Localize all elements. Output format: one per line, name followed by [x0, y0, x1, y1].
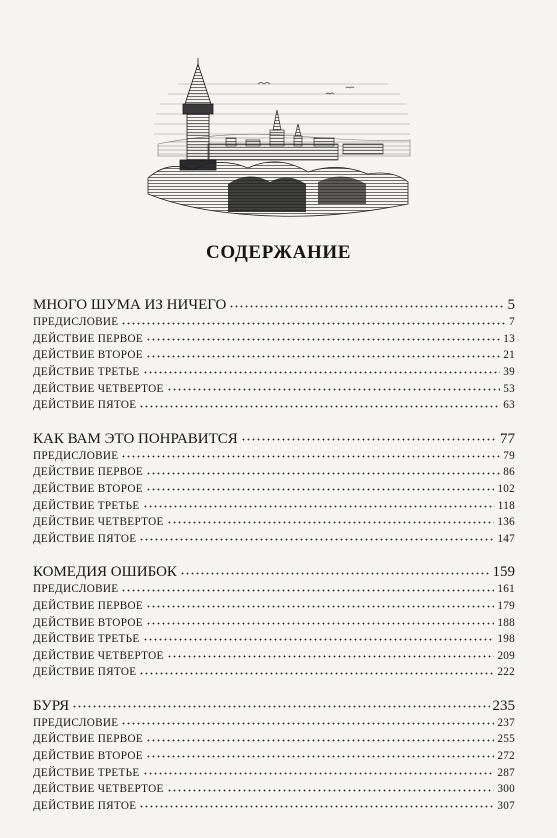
page-number: 255 — [497, 733, 515, 746]
dot-leader — [139, 799, 494, 810]
page-number: 13 — [503, 332, 515, 345]
toc-subentry-label: ДЕЙСТВИЕ ВТОРОЕ — [33, 482, 143, 495]
toc-subentry[interactable] — [33, 614, 515, 631]
toc-subentry-label: ДЕЙСТВИЕ ВТОРОЕ — [33, 616, 143, 629]
dot-leader — [146, 332, 500, 343]
dot-leader — [180, 562, 490, 577]
toc-play-entry[interactable] — [33, 561, 515, 581]
page-number: 7 — [509, 316, 515, 329]
dot-leader — [146, 615, 494, 626]
toc-play-entry[interactable] — [33, 695, 515, 715]
toc-subentry-label: ДЕЙСТВИЕ ТРЕТЬЕ — [33, 633, 140, 646]
dot-leader — [121, 716, 494, 727]
toc-play-entry-label: КОМЕДИЯ ОШИБОК — [33, 564, 177, 581]
page-title: СОДЕРЖАНИЕ — [206, 242, 351, 263]
toc-play-entry[interactable] — [33, 428, 515, 448]
dot-leader — [121, 315, 506, 326]
page-number: 102 — [497, 482, 515, 495]
toc-subentry-label: ДЕЙСТВИЕ ВТОРОЕ — [33, 750, 143, 763]
dot-leader — [143, 765, 495, 776]
toc-subentry-label: ПРЕДИСЛОВИЕ — [33, 316, 119, 329]
page-number: 198 — [497, 633, 515, 646]
dot-leader — [167, 381, 501, 392]
dot-leader — [143, 498, 495, 509]
dot-leader — [146, 482, 494, 493]
page-number: 272 — [497, 750, 515, 763]
toc-subentry[interactable] — [33, 715, 515, 732]
page-number: 222 — [497, 666, 515, 679]
toc-subentry[interactable] — [33, 781, 515, 798]
dot-leader — [167, 649, 495, 660]
toc-section — [33, 695, 515, 815]
engraving-town-vignette — [138, 44, 414, 218]
toc-subentry[interactable] — [33, 481, 515, 498]
toc-play-entry-label: МНОГО ШУМА ИЗ НИЧЕГО — [33, 297, 227, 313]
page-number: 39 — [503, 365, 515, 378]
toc-play-entry-label: БУРЯ — [33, 697, 70, 714]
toc-subentry-label: ДЕЙСТВИЕ ПЯТОЕ — [33, 399, 137, 412]
toc-subentry-label: ПРЕДИСЛОВИЕ — [33, 716, 119, 729]
toc-subentry[interactable] — [33, 648, 515, 665]
toc-subentry[interactable] — [33, 748, 515, 765]
toc-subentry-label: ДЕЙСТВИЕ ТРЕТЬЕ — [33, 766, 140, 779]
page-number: 307 — [497, 799, 515, 812]
toc-subentry-label: ДЕЙСТВИЕ ПЕРВОЕ — [33, 599, 144, 612]
page-number: 209 — [497, 649, 515, 662]
dot-leader — [143, 632, 495, 643]
toc-play-entry-label: КАК ВАМ ЭТО ПОНРАВИТСЯ — [33, 430, 238, 447]
toc-subentry-label: ДЕЙСТВИЕ ПЯТОЕ — [33, 532, 137, 545]
toc-play-entry[interactable] — [33, 294, 515, 314]
dot-leader — [146, 599, 494, 610]
dot-leader — [121, 449, 500, 460]
toc-subentry-label: ДЕЙСТВИЕ ЧЕТВЕРТОЕ — [33, 649, 164, 662]
page-number: 147 — [497, 532, 515, 545]
dot-leader — [139, 665, 494, 676]
page-number: 63 — [503, 399, 515, 412]
table-of-contents — [33, 294, 515, 828]
toc-subentry[interactable] — [33, 464, 515, 481]
page-number: 161 — [497, 583, 515, 596]
toc-subentry-label: ДЕЙСТВИЕ ПЕРВОЕ — [33, 466, 144, 479]
toc-subentry-label: ДЕЙСТВИЕ ЧЕТВЕРТОЕ — [33, 783, 164, 796]
dot-leader — [167, 782, 495, 793]
toc-subentry[interactable] — [33, 731, 515, 748]
toc-subentry-label: ПРЕДИСЛОВИЕ — [33, 583, 119, 596]
toc-subentry[interactable] — [33, 581, 515, 598]
toc-subentry[interactable] — [33, 531, 515, 548]
dot-leader — [146, 348, 500, 359]
toc-section — [33, 561, 515, 681]
toc-section — [33, 294, 515, 414]
toc-subentry-label: ДЕЙСТВИЕ ТРЕТЬЕ — [33, 365, 140, 378]
page-number: 86 — [503, 466, 515, 479]
dot-leader — [241, 429, 497, 444]
toc-subentry[interactable] — [33, 448, 515, 465]
toc-subentry-label: ДЕЙСТВИЕ ПЕРВОЕ — [33, 332, 144, 345]
toc-subentry-label: ДЕЙСТВИЕ ЧЕТВЕРТОЕ — [33, 382, 164, 395]
page-number: 237 — [497, 716, 515, 729]
toc-subentry[interactable] — [33, 598, 515, 615]
dot-leader — [146, 749, 494, 760]
dot-leader — [229, 295, 504, 310]
toc-section — [33, 428, 515, 548]
toc-subentry-label: ДЕЙСТВИЕ ТРЕТЬЕ — [33, 499, 140, 512]
page-number: 79 — [503, 449, 515, 462]
toc-subentry-label: ДЕЙСТВИЕ ВТОРОЕ — [33, 349, 143, 362]
dot-leader — [143, 365, 501, 376]
page-number: 179 — [497, 599, 515, 612]
toc-subentry[interactable] — [33, 331, 515, 348]
dot-leader — [146, 465, 500, 476]
page-number: 159 — [492, 564, 515, 581]
dot-leader — [139, 532, 494, 543]
page-number: 5 — [507, 297, 515, 313]
dot-leader — [72, 696, 489, 711]
toc-subentry[interactable] — [33, 314, 515, 331]
toc-subentry[interactable] — [33, 497, 515, 514]
toc-subentry[interactable] — [33, 347, 515, 364]
toc-subentry[interactable] — [33, 380, 515, 397]
dot-leader — [167, 515, 495, 526]
toc-subentry-label: ДЕЙСТВИЕ ЧЕТВЕРТОЕ — [33, 516, 164, 529]
toc-subentry[interactable] — [33, 664, 515, 681]
page-number: 287 — [497, 766, 515, 779]
toc-subentry[interactable] — [33, 514, 515, 531]
toc-subentry[interactable] — [33, 764, 515, 781]
page-number: 136 — [497, 516, 515, 529]
toc-subentry[interactable] — [33, 631, 515, 648]
toc-subentry-label: ДЕЙСТВИЕ ПЯТОЕ — [33, 666, 137, 679]
page-number: 235 — [492, 697, 515, 714]
page-number: 118 — [497, 499, 515, 512]
toc-subentry-label: ПРЕДИСЛОВИЕ — [33, 449, 119, 462]
toc-subentry-label: ДЕЙСТВИЕ ПЯТОЕ — [33, 799, 137, 812]
dot-leader — [146, 732, 494, 743]
page-number: 188 — [497, 616, 515, 629]
toc-subentry[interactable] — [33, 397, 515, 414]
toc-subentry[interactable] — [33, 798, 515, 815]
page-number: 53 — [503, 382, 515, 395]
dot-leader — [139, 398, 500, 409]
page-number: 77 — [500, 430, 515, 447]
toc-subentry-label: ДЕЙСТВИЕ ПЕРВОЕ — [33, 733, 144, 746]
page-number: 300 — [497, 783, 515, 796]
dot-leader — [121, 582, 494, 593]
page-number: 21 — [503, 349, 515, 362]
toc-subentry[interactable] — [33, 364, 515, 381]
